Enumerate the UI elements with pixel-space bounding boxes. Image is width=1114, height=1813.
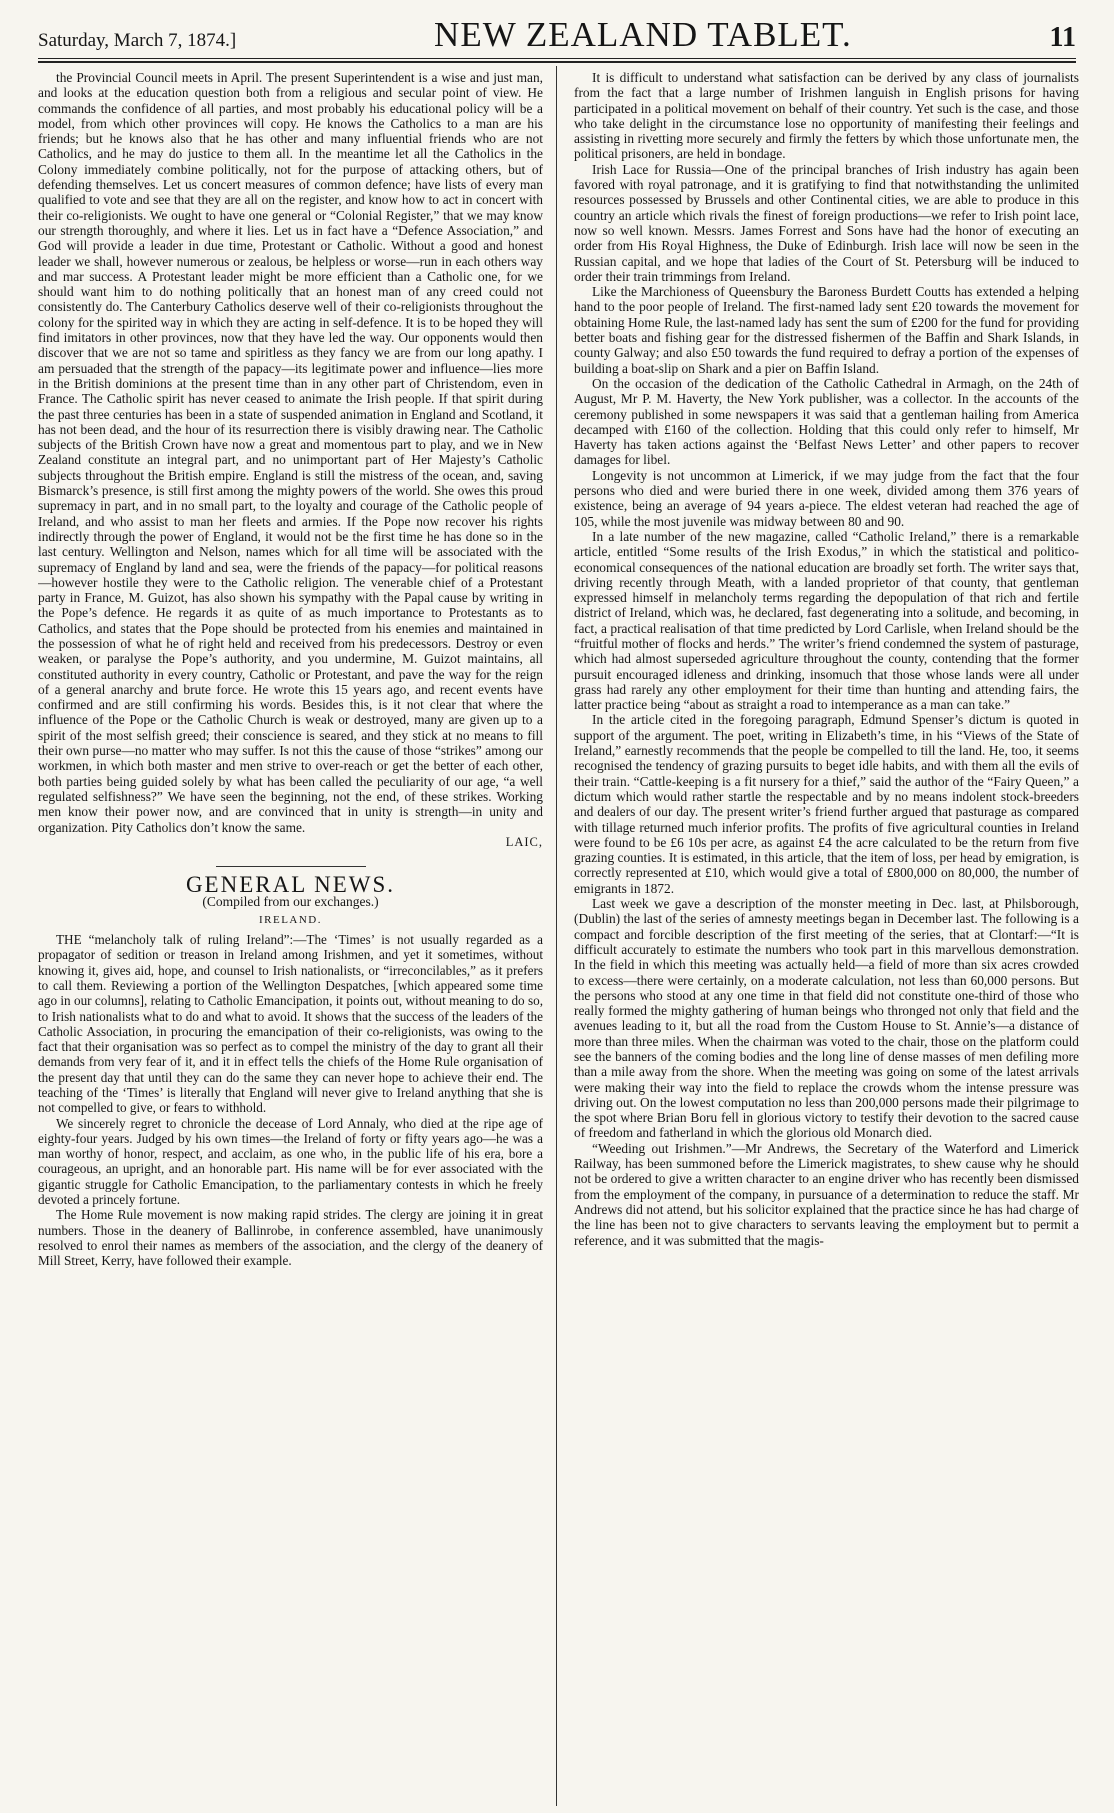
left-column: [38, 70, 543, 1805]
news-paragraph: On the occasion of the dedication of the Catholic Cathedral in Armagh, on the 24th of August, Mr P. M. Haverty, the New York publisher, was a collector. In the accounts of the ceremony published in some newspapers it was said that a gentleman hailing from America decamped with £160 of the collection. Holding that this could only refer to himself, Mr Haverty has taken actions against the ‘Belfast News Letter’ and other papers to recover damages for libel.: [574, 375, 1079, 468]
news-paragraph: Like the Marchioness of Queensbury the Baroness Burdett Coutts has extended a helping hand to the poor people of Ireland. The first-named lady sent £20 towards the movement for obtaining Home Rule, the last-named lady has sent the sum of £200 for the fund for providing better boats and fishing gear for the distressed fishermen of the Baffin and Shark Islands, in county Galway; and also £50 towards the fund required to defray a portion of the expenses of building a boat-slip on Shark and a pier on Baffin Island.: [574, 284, 1079, 376]
general-news-subheading: (Compiled from our exchanges.): [202, 894, 379, 910]
news-paragraph: In the article cited in the foregoing paragraph, Edmund Spenser’s dictum is quoted in support of the argument. The poet, writing in Elizabeth’s time, in his “Views of the State of Ireland,” earnestly recommends that the people be compelled to till the land. He, too, it seems recognised the tendency of grazing pursuits to beget idle habits, and with them all the evils of their train. “Cattle-keeping is a fit nursery for a thief,” said the author of the “Fairy Queen,” a dictum which would rather startle the respectable and by no means indolent stock-breeders and dealers of our day. The present writer’s friend further argued that pasturage as compared with tillage returned much inferior profits. The profits of five agricultural counties in Ireland were found to be £6 10s per acre, as against £4 the acre calculated to be the return from five grazing counties. It is estimated, in this article, that the item of loss, per head by emigration, is correctly represented at £10, which would give a total of £800,000 on 80,000, the number of emigrants in 1872.: [574, 712, 1079, 896]
masthead-rule: [38, 61, 1076, 63]
letter-signature: LAIC,: [505, 834, 543, 849]
issue-date: Saturday, March 7, 1874.]: [38, 30, 237, 51]
news-paragraph: It is difficult to understand what satisfaction can be derived by any class of journalists from the fact that a large number of Irishmen languish in English prisons for having participated in a political movement on behalf of their country. Yet such is the case, and those who take delight in the circumstance lose no opportunity of manifesting their feelings and assisting in rivetting more securely and firmly the fetters by which those unfortunate men, the political prisoners, are held in bondage.: [574, 70, 1079, 162]
news-paragraph: Irish Lace for Russia—One of the principal branches of Irish industry has again been favored with royal patronage, and it is gratifying to find that notwithstanding the unlimited resources possessed by Brussels and other Continental cities, we are able to produce in this country an article which rivals the finest of foreign productions—we refer to Irish point lace, now so well known. Messrs. James Forrest and Sons have had the honor of executing an order from His Royal Highness, the Duke of Edinburgh. Irish lace will now be seen in the Russian capital, and we hope that ladies of the Court of St. Petersburg will be induced to order their train trimmings from Ireland.: [574, 161, 1079, 284]
section-separator: [216, 866, 366, 867]
general-news-heading: GENERAL NEWS.: [185, 872, 396, 898]
page-number: 11: [1049, 22, 1076, 53]
right-column: [574, 70, 1079, 1805]
news-paragraph: In a late number of the new magazine, called “Catholic Ireland,” there is a remarkable article, entitled “Some results of the Irish Exodus,” in which the statistical and politico-economical consequences of the national education are broadly set forth. The writer says that, driving recently through Meath, with a landed proprietor of that county, that gentleman expressed himself in melancholy terms regarding the depopulation of that rich and fertile district of Ireland, which was, he declared, fast degenerating into a solitude, and becoming, in fact, a practical realisation of that time predicted by Lord Carlisle, when Ireland should be the “fruitful mother of flocks and herds.” The writer’s friend condemned the system of pasturage, which had almost superseded agriculture throughout the county, contending that the former pursuit encouraged idleness and drinking, insomuch that those whose lands were all under grass had rarely any other employment for their time than hunting and attending fairs, the latter practice being “about as straight a road to intemperance as a man can take.”: [574, 528, 1079, 713]
news-paragraph: The Home Rule movement is now making rapid strides. The clergy are joining it in great numbers. Those in the deanery of Ballinrobe, in conference assembled, have unanimously resolved to enrol their names as members of the association, and the clergy of the deanery of Mill Street, Kerry, have followed their example.: [38, 1207, 543, 1269]
newspaper-title: NEW ZEALAND TABLET.: [434, 15, 852, 54]
news-paragraph: “Weeding out Irishmen.”—Mr Andrews, the Secretary of the Waterford and Limerick Railway, has been summoned before the Limerick magistrates, to shew cause why he should not be ordered to give a written character to an engine driver who has recently been dismissed from the employment of the company, in pursuance of a determination to reduce the staff. Mr Andrews did not attend, but his solicitor explained that the practice since he has had charge of the line has been not to give characters to servants leaving the employment but to permit a reference, and it was submitted that the magis-: [574, 1140, 1079, 1248]
section-ireland: IRELAND.: [258, 913, 323, 926]
column-divider: [556, 66, 557, 1806]
news-paragraph: THE “melancholy talk of ruling Ireland”:—The ‘Times’ is not usually regarded as a propagator of sedition or treason in Ireland among Irishmen, and yet it sometimes, without knowing it, gives aid, hope, and counsel to Irish nationalists, or “irreconcilables,” as it prefers to call them. Reviewing a portion of the Wellington Despatches, [which appeared some time ago in our columns], relating to Catholic Emancipation, it points out, without meaning to do so, to Irish nationalists what to do and what to avoid. It shows that the success of the leaders of the Catholic Association, in procuring the emancipation of their co-religionists, was owing to the fact that their organisation was so perfect as to compel the ministry of the day to grant all their demands from very fear of it, and it in effect tells the chiefs of the Home Rule organisation of the present day that until they can do the same they can never hope to achieve their end. The teaching of the ‘Times’ is literally that England will never give to Ireland anything that she is not compelled to give, or fears to withhold.: [38, 932, 543, 1116]
masthead: [38, 8, 1076, 59]
news-paragraph: We sincerely regret to chronicle the decease of Lord Annaly, who died at the ripe age of eighty-four years. Judged by his own times—the Ireland of forty or fifty years ago—he was a man worthy of honor, respect, and acclaim, as one who, in the public life of his era, bore a courageous, an upright, and an honorable part. His name will be for ever associated with the gigantic struggle for Catholic Emancipation, to the parliamentary contests in which he freely devoted a princely fortune.: [38, 1115, 543, 1208]
news-paragraph: Longevity is not uncommon at Limerick, if we may judge from the fact that the four persons who died and were buried there in one week, divided among them 376 years of existence, being an average of 94 years a-piece. The eldest veteran had reached the age of 105, while the most juvenile was midway between 80 and 90.: [574, 467, 1079, 529]
letter-body: the Provincial Council meets in April. The present Superintendent is a wise and just man, and looks at the education question both from a religious and secular point of view. He commands the confidence of all parties, and most probably his educational policy will be a model, from which other provinces will copy. He knows the Catholics to a man are his friends; but he knows also that he has other and many influential friends who are not Catholics, and he may do justice to them all. In the meantime let all the Catholics in the Colony immediately combine politically, not for the purpose of attacking others, but of defending themselves. Let us concert measures of common defence; have lists of every man qualified to vote and see that they are all on the register, and know how to act in concert with their co-religionists. We ought to have one general or “Colonial Register,” that we may know our strength thoroughly, and where it lies. Let us in fact have a “Defence Association,” and God will provide a leader in due time, Protestant or Catholic. Without a good and honest leader we shall, however numerous or zealous, be helpless or worse—run in each others way and mar success. A Protestant leader might be more efficient than a Catholic one, for we should want him to do nothing politically that an honest man of any creed could not consistently do. The Canterbury Catholics deserve well of their co-religionists throughout the colony for the spirited way in which they are acting in self-defence. It is to be hoped they will find imitators in other provinces, now that they have led the way. Our opponents would then discover that we are not so tame and spiritless as they fancy we are from our long apathy. I am persuaded that the strength of the papacy—its legitimate power and influence—lies more in the British dominions at the present time than in any other part of Christendom, even in France. The Catholic spirit has never ceased to animate the Irish people. If that spirit during the past three centuries has been in a state of suspended animation in England and Scotland, it has not been dead, and the hour of its resurrection there is visibly drawing near. The Catholic subjects of the British Crown have now a great and momentous part to play, and we in New Zealand constitute an integral part, and no unimportant part of Her Majesty’s Catholic subjects throughout the British empire. England is still the mistress of the ocean, and, saving Bismarck’s presence, is still first among the mighty powers of the world. She owes this proud supremacy in part, and in no small part, to the loyalty and courage of the Catholic people of Ireland, and who assist to man her fleets and armies. If the Pope now recover his rights indirectly through the power of England, it would not be the first time he has done so in the last century. Wellington and Nelson, names which for all time will be associated with the supremacy of England by land and sea, were the friends of the papacy—for political reasons—however hostile they were to the Catholic religion. The venerable chief of a Protestant party in France, M. Guizot, has also shown his sympathy with the Papal cause by writing in the Pope’s defence. He regards it as quite of as much importance to Protestants as to Catholics, and states that the Pope should be protected from his enemies and maintained in the possession of what he of right held and received from his predecessors. Destroy or even weaken, or paralyse the Pope’s authority, and you undermine, M. Guizot maintains, all constituted authority in every country, Catholic or Protestant, and pave the way for the reign of a general anarchy and brute force. He wrote this 15 years ago, and recent events have confirmed and are still confirming his words. Besides this, is it not clear that where the influence of the Pope or the Catholic Church is weak or destroyed, many are given up to a spirit of the most selfish greed; their conscience is seared, and they stick at no means to fill their own purse—no matter who may suffer. Is not this the cause of those “strikes” among our workmen, in which both master and men strive to over-reach or get the better of each other, both parties being guided solely by what has been called the peculiarity of our age, “a well regulated selfishness?” We have seen the beginning, not the end, of these strikes. Working men know their power now, and are convinced that in unity is strength—in unity and organization. Pity Catholics don’t know the same.: [38, 70, 543, 835]
news-paragraph: Last week we gave a description of the monster meeting in Dec. last, at Philsborough, (Dublin) the last of the series of amnesty meetings began in December last. The following is a compact and forcible description of the first meeting of the series, that at Clontarf:—“It is difficult accurately to estimate the numbers who took part in this marvellous demonstration. In the field in which this meeting was actually held—a field of more than six acres crowded to excess—there were certainly, on a moderate calculation, not less than 60,000 persons. But the persons who stood at any one time in that field did not constitute one-third of those who really formed the mighty gathering of human beings who thronged not only that field and the avenues leading to it, but all the road from the Custom House to St. Annie’s—a distance of more than three miles. When the chairman was voted to the chair, those on the platform could see the banners of the coming bodies and the long line of dense masses of men defiling more than a mile away from the shore. When the meeting was going on some of the latest arrivals were making their way into the field to replace the crowds whom the intense pressure was driving out. On the lowest computation no less than 200,000 persons made their pilgrimage to the spot where Brian Boru fell in glorious victory to testify their devotion to the sacred cause of freedom and fatherland in which the glorious old Monarch died.: [574, 896, 1079, 1141]
